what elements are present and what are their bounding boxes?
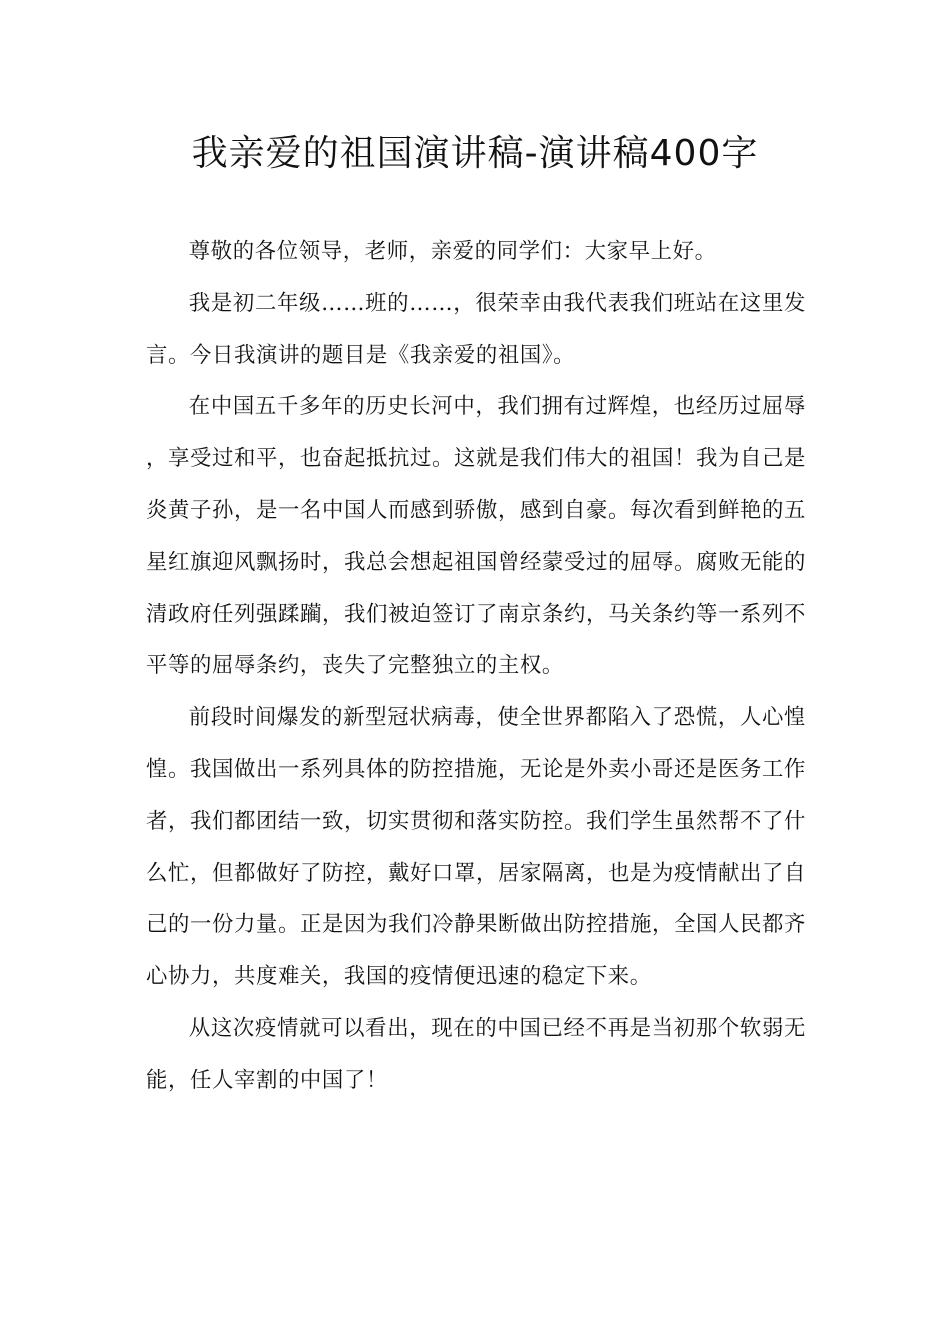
document-title: 我亲爱的祖国演讲稿-演讲稿400字 (191, 133, 759, 174)
document-body (146, 226, 806, 1107)
paragraph-introduction: 我是初二年级……班的……，很荣幸由我代表我们班站在这里发言。今日我演讲的题目是《我亲爱的祖国》。 (146, 290, 806, 368)
paragraph-greeting: 尊敬的各位领导，老师，亲爱的同学们：大家早上好。 (188, 239, 717, 264)
paragraph-epidemic: 前段时间爆发的新型冠状病毒，使全世界都陷入了恐慌，人心惶惶。我国做出一系列具体的防控措施，无论是外卖小哥还是医务工作者，我们都团结一致，切实贯彻和落实防控。我们学生虽然帮不了什么忙，但都做好了防控，戴好口罩，居家隔离，也是为疫情献出了自己的一份力量。正是因为我们冷静果断做出防控措施，全国人民都齐心协力，共度难关，我国的疫情便迅速的稳定下来。 (146, 705, 806, 990)
paragraph-conclusion: 从这次疫情就可以看出，现在的中国已经不再是当初那个软弱无能，任人宰割的中国了！ (146, 1015, 806, 1093)
paragraph-history: 在中国五千多年的历史长河中，我们拥有过辉煌，也经历过屈辱，享受过和平，也奋起抵抗过。这就是我们伟大的祖国！我为自己是炎黄子孙，是一名中国人而感到骄傲，感到自豪。每次看到鲜艳的五星红旗迎风飘扬时，我总会想起祖国曾经蒙受过的屈辱。腐败无能的清政府任列强蹂躏，我们被迫签订了南京条约，马关条约等一系列不平等的屈辱条约，丧失了完整独立的主权。 (146, 394, 806, 679)
